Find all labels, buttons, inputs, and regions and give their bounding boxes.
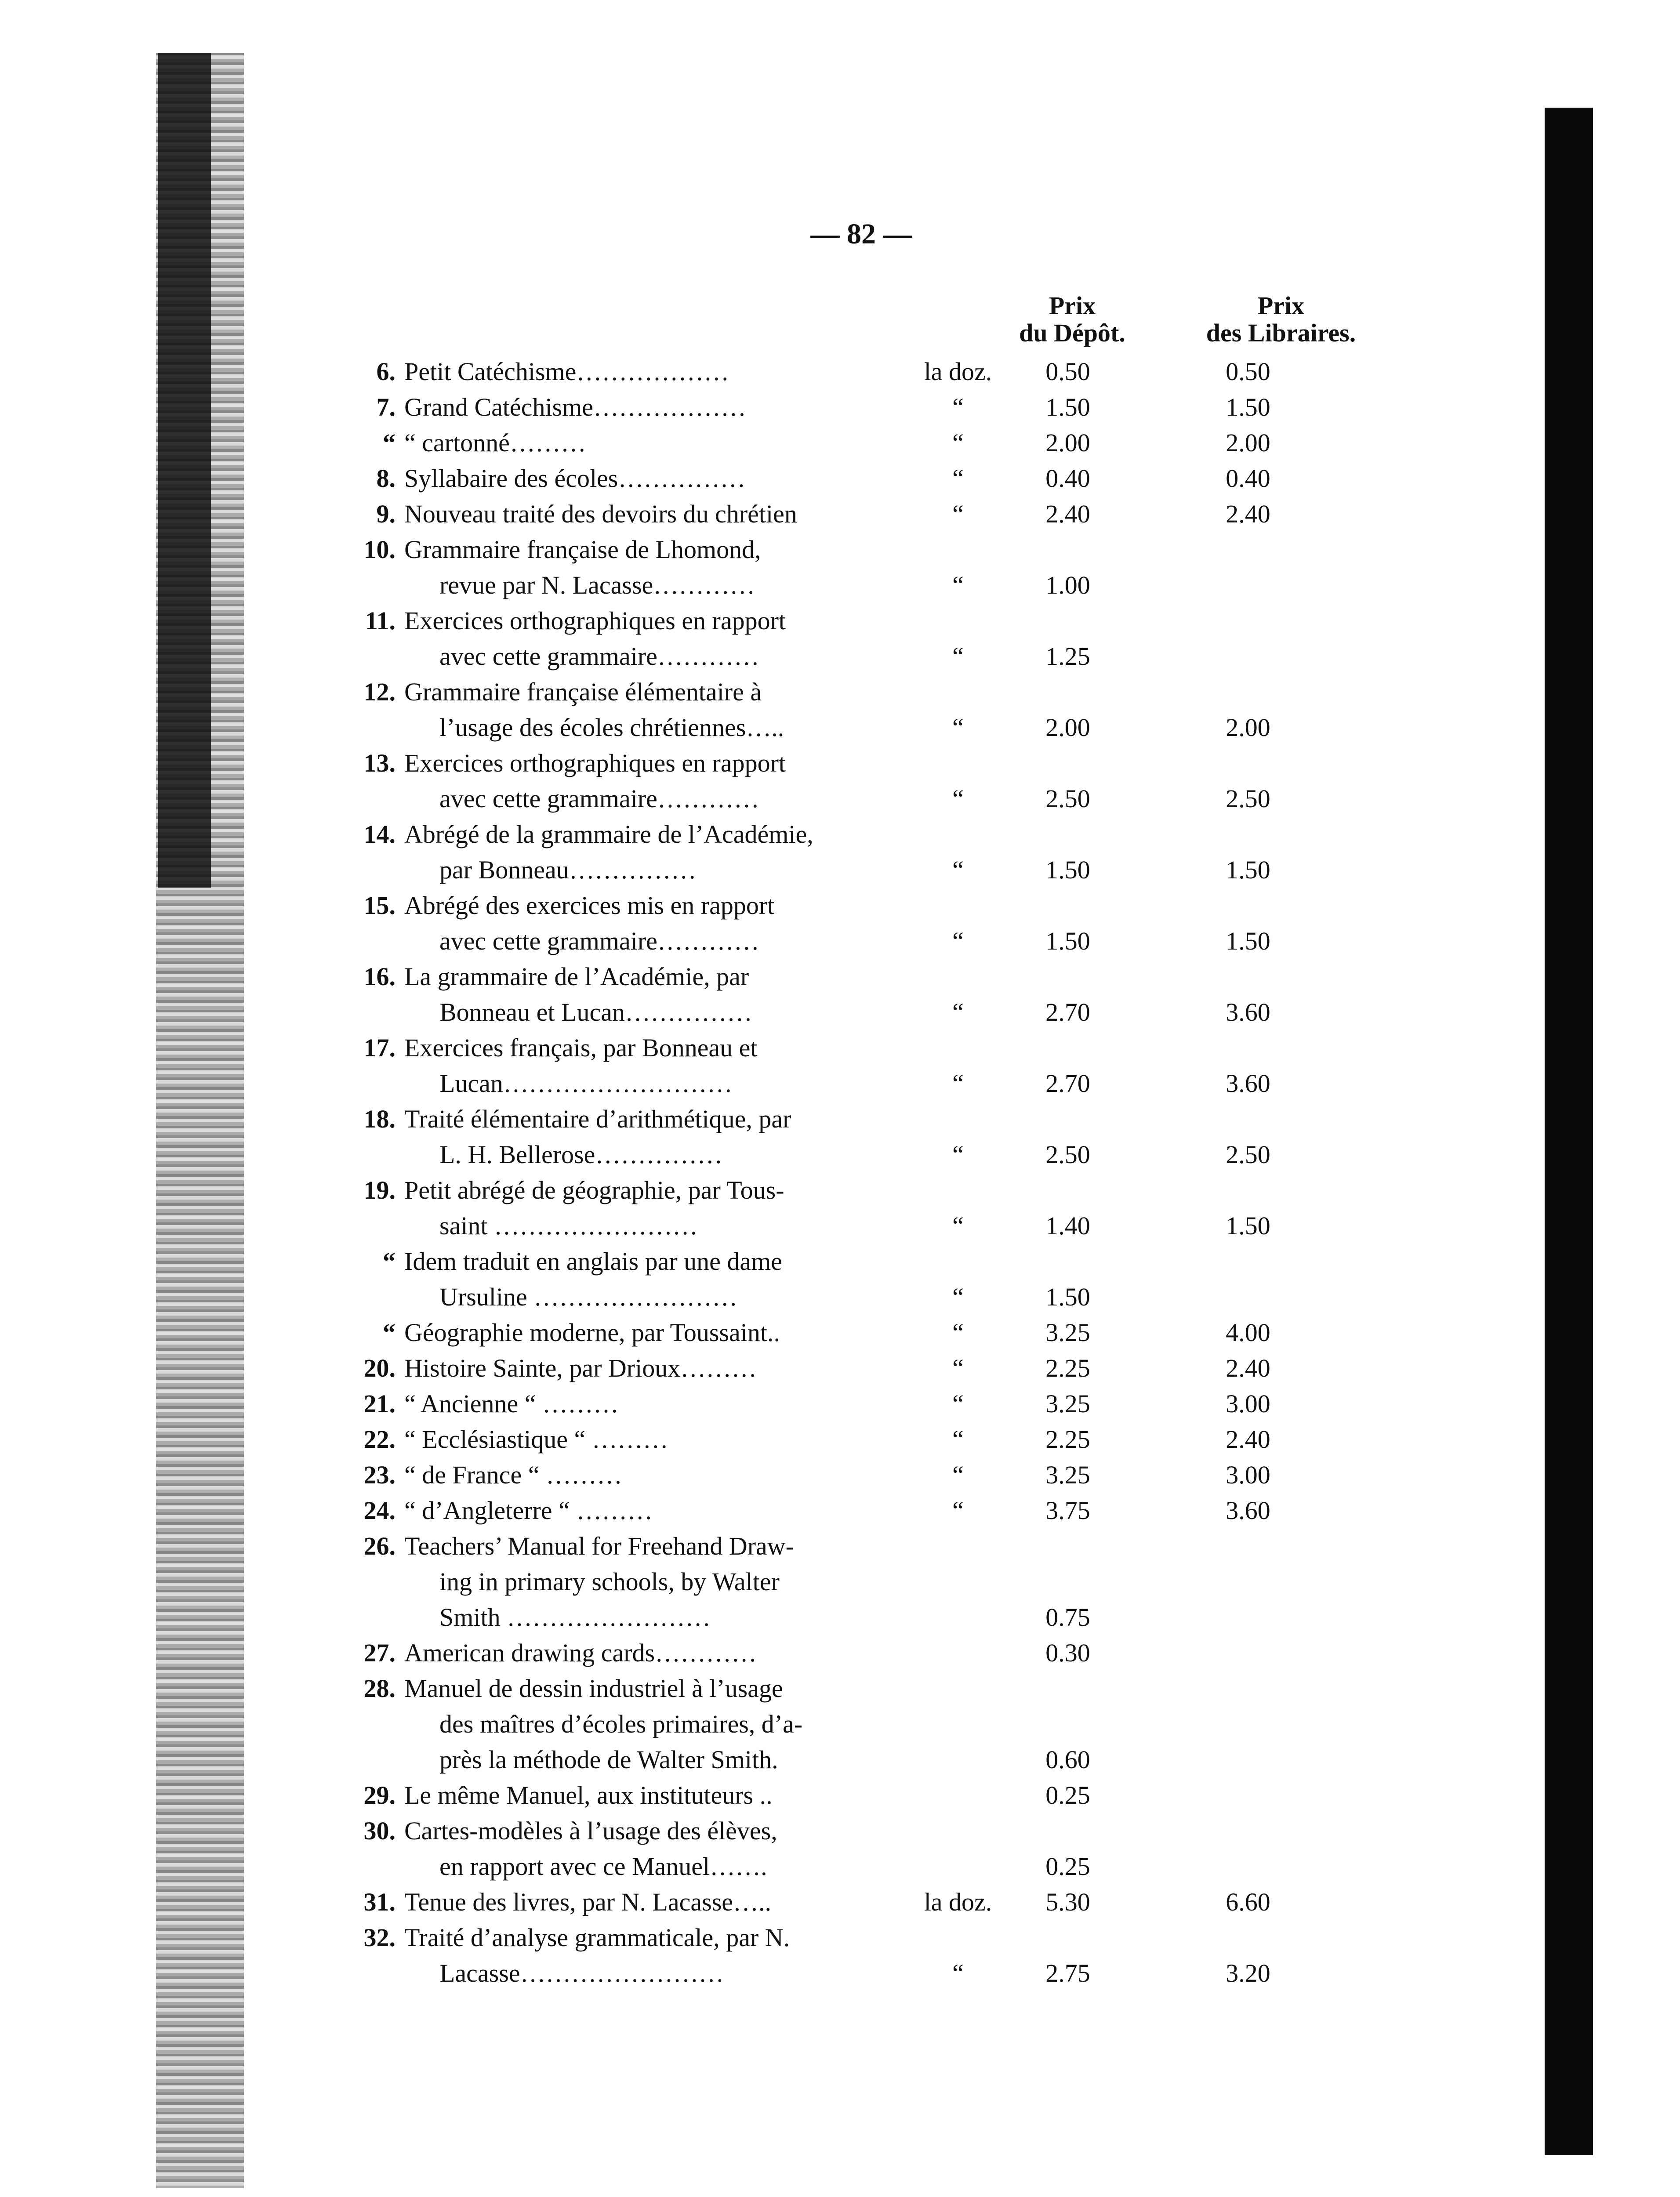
item-unit: “ xyxy=(952,1496,964,1525)
price-row xyxy=(0,1101,1680,1172)
price-row xyxy=(0,532,1680,603)
price-list xyxy=(0,354,1680,1991)
item-title-continued: avec cette grammaire………… xyxy=(439,784,759,813)
price-depot: 1.50 xyxy=(1045,856,1090,884)
item-number: 28. xyxy=(363,1674,396,1703)
item-title: Abrégé de la grammaire de l’Académie, xyxy=(404,820,813,848)
item-unit: “ xyxy=(952,428,964,457)
header-lib-line-1: Prix xyxy=(1257,291,1305,320)
price-depot: 1.40 xyxy=(1045,1211,1090,1240)
item-title-continued: Smith …………………… xyxy=(439,1603,711,1631)
item-number: 29. xyxy=(363,1781,396,1809)
item-title: Grammaire française élémentaire à xyxy=(404,678,762,706)
page-number: — 82 — xyxy=(810,218,912,250)
item-number: 19. xyxy=(363,1176,396,1204)
item-title-continued: en rapport avec ce Manuel……. xyxy=(439,1852,767,1881)
price-depot: 0.50 xyxy=(1045,357,1090,386)
item-unit: “ xyxy=(952,1140,964,1169)
price-libraires: 3.00 xyxy=(1226,1389,1270,1418)
price-depot: 2.00 xyxy=(1045,713,1090,742)
item-unit: “ xyxy=(952,1318,964,1347)
item-number: 24. xyxy=(363,1496,396,1525)
item-unit: “ xyxy=(952,1461,964,1489)
price-depot: 3.25 xyxy=(1045,1318,1090,1347)
price-row xyxy=(0,1635,1680,1671)
item-number: 31. xyxy=(363,1888,396,1916)
item-number: 7. xyxy=(376,393,396,421)
header-prix-depot xyxy=(973,292,1171,347)
item-unit: “ xyxy=(952,500,964,528)
price-depot: 3.75 xyxy=(1045,1496,1090,1525)
item-title-continued: avec cette grammaire………… xyxy=(439,642,759,671)
price-depot: 2.50 xyxy=(1045,1140,1090,1169)
item-title-continued: Lacasse…………………… xyxy=(439,1959,724,1987)
price-row xyxy=(0,888,1680,959)
item-title: Traité élémentaire d’arithmétique, par xyxy=(404,1105,791,1133)
price-libraires: 2.00 xyxy=(1226,428,1270,457)
item-number: 32. xyxy=(363,1923,396,1952)
price-depot: 0.60 xyxy=(1045,1745,1090,1774)
item-number: 9. xyxy=(376,500,396,528)
price-depot: 1.00 xyxy=(1045,571,1090,599)
price-depot: 2.70 xyxy=(1045,1069,1090,1098)
price-row xyxy=(0,1386,1680,1421)
item-unit: “ xyxy=(952,784,964,813)
item-title: Exercices orthographiques en rapport xyxy=(404,749,786,777)
item-title: Traité d’analyse grammaticale, par N. xyxy=(404,1923,790,1952)
item-title: “ de France “ ……… xyxy=(404,1461,623,1489)
price-depot: 2.70 xyxy=(1045,998,1090,1026)
price-row xyxy=(0,1813,1680,1884)
item-number: 11. xyxy=(365,606,396,635)
price-libraires: 3.20 xyxy=(1226,1959,1270,1987)
price-libraires: 3.60 xyxy=(1226,998,1270,1026)
item-title-continued: Bonneau et Lucan…………… xyxy=(439,998,752,1026)
price-libraires: 2.50 xyxy=(1226,1140,1270,1169)
price-depot: 2.25 xyxy=(1045,1354,1090,1382)
item-title: Teachers’ Manual for Freehand Draw- xyxy=(404,1532,794,1560)
item-unit: “ xyxy=(952,1425,964,1454)
price-row xyxy=(0,959,1680,1030)
price-row xyxy=(0,1457,1680,1493)
item-title: Histoire Sainte, par Drioux……… xyxy=(404,1354,757,1382)
price-libraires: 1.50 xyxy=(1226,393,1270,421)
item-title: Exercices français, par Bonneau et xyxy=(404,1033,758,1062)
price-row xyxy=(0,460,1680,496)
item-title: Géographie moderne, par Toussaint.. xyxy=(404,1318,780,1347)
header-depot-line-1: Prix xyxy=(1049,291,1096,320)
item-title: Nouveau traité des devoirs du chrétien xyxy=(404,500,797,528)
price-row xyxy=(0,1671,1680,1777)
item-unit: “ xyxy=(952,856,964,884)
item-unit: “ xyxy=(952,713,964,742)
price-depot: 3.25 xyxy=(1045,1389,1090,1418)
item-number: 17. xyxy=(363,1033,396,1062)
item-title-continued: l’usage des écoles chrétiennes….. xyxy=(439,713,784,742)
price-depot: 1.50 xyxy=(1045,1283,1090,1311)
item-unit: “ xyxy=(952,927,964,955)
item-number: 12. xyxy=(363,678,396,706)
item-number: 26. xyxy=(363,1532,396,1560)
price-row xyxy=(0,354,1680,389)
item-title: Petit abrégé de géographie, par Tous- xyxy=(404,1176,784,1204)
item-title-continued: ing in primary schools, by Walter xyxy=(439,1567,780,1596)
price-row xyxy=(0,1920,1680,1991)
price-row xyxy=(0,1884,1680,1920)
item-title-continued: Ursuline …………………… xyxy=(439,1283,738,1311)
item-unit: la doz. xyxy=(924,1888,992,1916)
price-libraires: 3.60 xyxy=(1226,1069,1270,1098)
price-depot: 5.30 xyxy=(1045,1888,1090,1916)
price-row xyxy=(0,1350,1680,1386)
price-row xyxy=(0,816,1680,888)
item-title: Exercices orthographiques en rapport xyxy=(404,606,786,635)
item-number: 21. xyxy=(363,1389,396,1418)
header-lib-line-2: des Libraires. xyxy=(1206,319,1356,347)
item-unit: “ xyxy=(952,1354,964,1382)
price-depot: 0.25 xyxy=(1045,1781,1090,1809)
price-row xyxy=(0,496,1680,532)
price-depot: 2.50 xyxy=(1045,784,1090,813)
item-unit: “ xyxy=(952,1959,964,1987)
header-prix-libraires xyxy=(1167,292,1395,347)
item-title-continued: des maîtres d’écoles primaires, d’a- xyxy=(439,1710,803,1738)
item-number: 13. xyxy=(363,749,396,777)
item-number: 16. xyxy=(363,962,396,991)
price-libraires: 2.40 xyxy=(1226,1354,1270,1382)
price-row xyxy=(0,603,1680,674)
price-row xyxy=(0,1528,1680,1635)
item-title: American drawing cards………… xyxy=(404,1639,757,1667)
item-number: 27. xyxy=(363,1639,396,1667)
price-row xyxy=(0,1030,1680,1101)
item-number: “ xyxy=(383,428,396,457)
item-unit: “ xyxy=(952,1211,964,1240)
price-libraires: 1.50 xyxy=(1226,856,1270,884)
price-depot: 0.25 xyxy=(1045,1852,1090,1881)
price-depot: 1.50 xyxy=(1045,393,1090,421)
item-unit: “ xyxy=(952,571,964,599)
price-row xyxy=(0,674,1680,745)
price-libraires: 0.50 xyxy=(1226,357,1270,386)
item-title: “ cartonné……… xyxy=(404,428,586,457)
item-title: Idem traduit en anglais par une dame xyxy=(404,1247,783,1276)
price-libraires: 2.40 xyxy=(1226,1425,1270,1454)
item-number: 18. xyxy=(363,1105,396,1133)
item-title: Tenue des livres, par N. Lacasse….. xyxy=(404,1888,772,1916)
price-libraires: 3.60 xyxy=(1226,1496,1270,1525)
item-unit: “ xyxy=(952,998,964,1026)
price-libraires: 1.50 xyxy=(1226,1211,1270,1240)
price-depot: 0.75 xyxy=(1045,1603,1090,1631)
price-row xyxy=(0,1421,1680,1457)
item-unit: “ xyxy=(952,642,964,671)
item-title-continued: avec cette grammaire………… xyxy=(439,927,759,955)
price-libraires: 3.00 xyxy=(1226,1461,1270,1489)
price-libraires: 6.60 xyxy=(1226,1888,1270,1916)
item-unit: “ xyxy=(952,1389,964,1418)
price-row xyxy=(0,745,1680,816)
price-libraires: 2.00 xyxy=(1226,713,1270,742)
item-title-continued: par Bonneau…………… xyxy=(439,856,697,884)
price-depot: 2.25 xyxy=(1045,1425,1090,1454)
price-depot: 1.25 xyxy=(1045,642,1090,671)
item-title-continued: L. H. Bellerose…………… xyxy=(439,1140,723,1169)
item-number: 10. xyxy=(363,535,396,564)
price-row xyxy=(0,1777,1680,1813)
item-title: Syllabaire des écoles…………… xyxy=(404,464,746,493)
item-number: 22. xyxy=(363,1425,396,1454)
price-depot: 2.40 xyxy=(1045,500,1090,528)
item-unit: “ xyxy=(952,393,964,421)
item-title-continued: saint …………………… xyxy=(439,1211,698,1240)
item-title: “ Ecclésiastique “ ……… xyxy=(404,1425,668,1454)
price-row xyxy=(0,1493,1680,1528)
item-title: “ d’Angleterre “ ……… xyxy=(404,1496,653,1525)
price-depot: 3.25 xyxy=(1045,1461,1090,1489)
price-libraires: 4.00 xyxy=(1226,1318,1270,1347)
item-title: Manuel de dessin industriel à l’usage xyxy=(404,1674,783,1703)
item-number: “ xyxy=(383,1247,396,1276)
item-title: “ Ancienne “ ……… xyxy=(404,1389,619,1418)
item-number: 8. xyxy=(376,464,396,493)
item-title: Le même Manuel, aux instituteurs .. xyxy=(404,1781,773,1809)
price-depot: 2.00 xyxy=(1045,428,1090,457)
item-title: Cartes-modèles à l’usage des élèves, xyxy=(404,1816,777,1845)
price-libraires: 2.40 xyxy=(1226,500,1270,528)
price-row xyxy=(0,389,1680,425)
item-title-continued: près la méthode de Walter Smith. xyxy=(439,1745,778,1774)
item-unit: “ xyxy=(952,1283,964,1311)
item-number: 14. xyxy=(363,820,396,848)
item-number: 6. xyxy=(376,357,396,386)
item-number: “ xyxy=(383,1318,396,1347)
price-row xyxy=(0,1244,1680,1315)
price-row xyxy=(0,1315,1680,1350)
item-number: 23. xyxy=(363,1461,396,1489)
item-title-continued: revue par N. Lacasse………… xyxy=(439,571,755,599)
item-title: La grammaire de l’Académie, par xyxy=(404,962,749,991)
item-title-continued: Lucan……………………… xyxy=(439,1069,733,1098)
item-number: 30. xyxy=(363,1816,396,1845)
item-unit: “ xyxy=(952,1069,964,1098)
price-depot: 1.50 xyxy=(1045,927,1090,955)
item-title: Grammaire française de Lhomond, xyxy=(404,535,761,564)
item-title: Petit Catéchisme……………… xyxy=(404,357,729,386)
price-libraires: 1.50 xyxy=(1226,927,1270,955)
price-row xyxy=(0,425,1680,460)
item-number: 20. xyxy=(363,1354,396,1382)
price-depot: 0.40 xyxy=(1045,464,1090,493)
item-unit: la doz. xyxy=(924,357,992,386)
item-title: Abrégé des exercices mis en rapport xyxy=(404,891,775,920)
item-title: Grand Catéchisme……………… xyxy=(404,393,747,421)
price-depot: 2.75 xyxy=(1045,1959,1090,1987)
item-number: 15. xyxy=(363,891,396,920)
price-row xyxy=(0,1172,1680,1244)
item-unit: “ xyxy=(952,464,964,493)
price-depot: 0.30 xyxy=(1045,1639,1090,1667)
price-libraires: 0.40 xyxy=(1226,464,1270,493)
price-libraires: 2.50 xyxy=(1226,784,1270,813)
header-depot-line-2: du Dépôt. xyxy=(1019,319,1125,347)
